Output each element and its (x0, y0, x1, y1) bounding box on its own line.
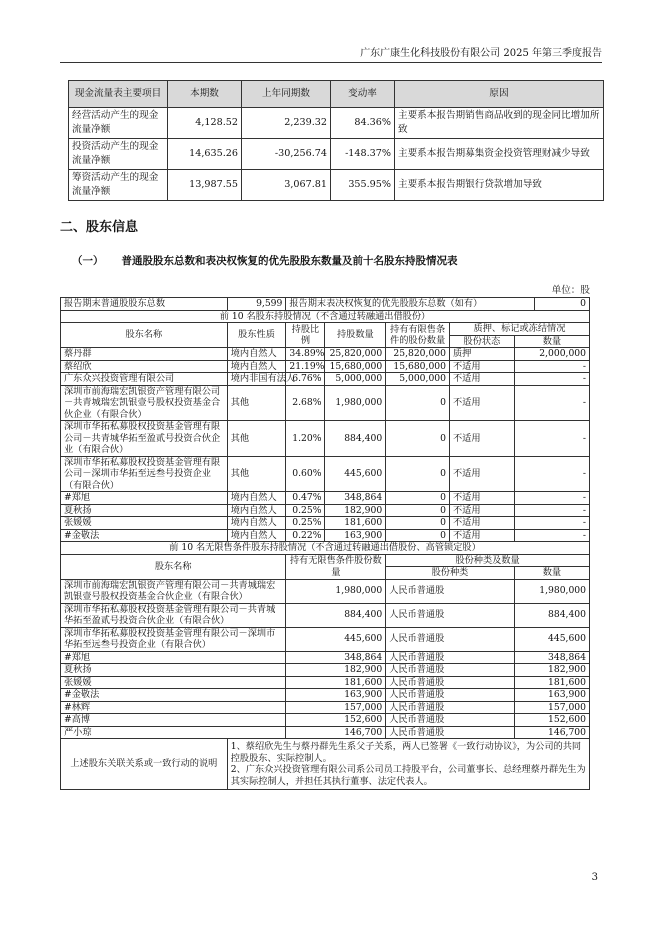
cashflow-table (68, 80, 604, 201)
top10-nature: 境内自然人 (227, 529, 286, 542)
top10-count: 15,680,000 (325, 360, 386, 373)
shareholder-table (60, 297, 590, 790)
unrestricted-name: 深圳市华拓私募股权投资基金管理有限公司－深圳市华拓至远叁号投资企业（有限合伙） (61, 627, 286, 651)
top10-status: 不适用 (449, 492, 514, 505)
top10-qty: 2,000,000 (514, 348, 589, 361)
top10-name: 夏秋扬 (61, 504, 228, 517)
top10-qty: - (514, 504, 589, 517)
unrestricted-header-row (61, 554, 590, 567)
top10-count: 1,980,000 (325, 385, 386, 421)
cashflow-current: 13,987.55 (168, 170, 242, 201)
unrestricted-name: 深圳市前海瑞宏凯银资产管理有限公司－共青城瑞宏凯银壹号股权投资基金合伙企业（有限合伙） (61, 579, 286, 603)
subsection-title (72, 253, 476, 268)
cashflow-header-item: 现金流量表主要项目 (69, 81, 168, 108)
unrestricted-name: 严小琼 (61, 726, 286, 739)
top10-name: 深圳市华拓私募股权投资基金管理有限公司－深圳市华拓至远叁号投资企业（有限合伙） (61, 456, 228, 492)
summary-value-preferred: 0 (535, 298, 590, 311)
unrestricted-count: 146,700 (286, 726, 386, 739)
unrestricted-qty: 445,600 (514, 627, 589, 651)
top10-qty: - (514, 360, 589, 373)
unrestricted-qty: 182,900 (514, 664, 589, 677)
top10-name: 广东众兴投资管理有限公司 (61, 373, 228, 386)
unrestricted-count: 1,980,000 (286, 579, 386, 603)
top10-status: 不适用 (449, 373, 514, 386)
unrestricted-qty: 884,400 (514, 603, 589, 627)
unrestricted-header-qty: 数量 (514, 567, 589, 580)
top10-title-row (61, 310, 590, 323)
top10-status: 不适用 (449, 504, 514, 517)
unrestricted-row (61, 627, 590, 651)
top10-restricted: 25,820,000 (386, 348, 450, 361)
unit-label: 单位：股 (551, 285, 590, 296)
page-header: 广东广康生化科技股份有限公司 2025 年第三季度报告 (60, 44, 602, 63)
unrestricted-kind: 人民币普通股 (386, 664, 515, 677)
top10-status: 不适用 (449, 360, 514, 373)
unrestricted-name: 深圳市华拓私募股权投资基金管理有限公司－共青城华拓至盈贰号投资合伙企业（有限合伙） (61, 603, 286, 627)
top10-row (61, 517, 590, 530)
unrestricted-title: 前 10 名无限售条件股东持股情况（不含通过转融通出借股份、高管锁定股） (61, 542, 590, 555)
top10-ratio: 0.25% (286, 504, 325, 517)
unrestricted-header-count: 持有无限售条件股份数量 (286, 554, 386, 579)
cashflow-header-rate: 变动率 (331, 81, 395, 108)
unrestricted-qty: 163,900 (514, 689, 589, 702)
top10-row (61, 529, 590, 542)
top10-qty: - (514, 456, 589, 492)
top10-count: 163,900 (325, 529, 386, 542)
unrestricted-kind: 人民币普通股 (386, 701, 515, 714)
unrestricted-kind: 人民币普通股 (386, 651, 515, 664)
top10-count: 182,900 (325, 504, 386, 517)
cashflow-item: 投资活动产生的现金流量净额 (69, 139, 168, 170)
top10-header-restricted: 持有有限售条件的股份数量 (386, 323, 450, 348)
top10-header-pledge: 质押、标记或冻结情况 (449, 323, 589, 336)
top10-qty: - (514, 492, 589, 505)
top10-name: 蔡丹群 (61, 348, 228, 361)
unrestricted-count: 163,900 (286, 689, 386, 702)
cashflow-current: 14,635.26 (168, 139, 242, 170)
unrestricted-qty: 146,700 (514, 726, 589, 739)
unrestricted-qty: 152,600 (514, 714, 589, 727)
cashflow-row (69, 139, 604, 170)
unrestricted-qty: 348,864 (514, 651, 589, 664)
top10-name: 张媛媛 (61, 517, 228, 530)
top10-ratio: 6.76% (286, 373, 325, 386)
cashflow-prior: 2,239.32 (242, 108, 331, 139)
top10-ratio: 0.22% (286, 529, 325, 542)
unrestricted-name: 夏秋扬 (61, 664, 286, 677)
unrestricted-row (61, 689, 590, 702)
unrestricted-row (61, 726, 590, 739)
top10-qty: - (514, 373, 589, 386)
subsection-text: 普通股股东总数和表决权恢复的优先股股东数量及前十名股东持股情况表 (121, 255, 458, 267)
top10-row (61, 492, 590, 505)
cashflow-reason: 主要系本报告期销售商品收到的现金同比增加所致 (395, 108, 604, 139)
page-number: 3 (591, 872, 598, 883)
top10-nature: 境内自然人 (227, 517, 286, 530)
top10-nature: 其他 (227, 421, 286, 457)
unrestricted-header-name: 股东名称 (61, 554, 286, 579)
unrestricted-name: #高博 (61, 714, 286, 727)
unrestricted-header-kind: 股份种类 (386, 567, 515, 580)
top10-row (61, 360, 590, 373)
top10-count: 445,600 (325, 456, 386, 492)
top10-restricted: 15,680,000 (386, 360, 450, 373)
top10-count: 348,864 (325, 492, 386, 505)
unrestricted-kind: 人民币普通股 (386, 689, 515, 702)
top10-nature: 境内自然人 (227, 348, 286, 361)
relation-text (227, 739, 589, 790)
cashflow-row (69, 170, 604, 201)
top10-name: 深圳市华拓私募股权投资基金管理有限公司－共青城华拓至盈贰号投资合伙企业（有限合伙） (61, 421, 228, 457)
top10-title: 前 10 名股东持股情况（不含通过转融通出借股份） (61, 310, 590, 323)
unrestricted-count: 348,864 (286, 651, 386, 664)
top10-qty: - (514, 385, 589, 421)
top10-restricted: 0 (386, 456, 450, 492)
unrestricted-name: #郑旭 (61, 651, 286, 664)
top10-status: 不适用 (449, 517, 514, 530)
top10-row (61, 456, 590, 492)
top10-count: 884,400 (325, 421, 386, 457)
cashflow-prior: -30,256.74 (242, 139, 331, 170)
relation-label: 上述股东关联关系或一致行动的说明 (61, 739, 228, 790)
unrestricted-count: 152,600 (286, 714, 386, 727)
cashflow-rate: 355.95% (331, 170, 395, 201)
top10-header-count: 持股数量 (325, 323, 386, 348)
top10-status: 不适用 (449, 456, 514, 492)
top10-row (61, 385, 590, 421)
unrestricted-row (61, 651, 590, 664)
top10-status: 不适用 (449, 421, 514, 457)
top10-qty: - (514, 517, 589, 530)
unrestricted-count: 445,600 (286, 627, 386, 651)
top10-restricted: 0 (386, 504, 450, 517)
cashflow-header-prior: 上年同期数 (242, 81, 331, 108)
top10-ratio: 1.20% (286, 421, 325, 457)
unrestricted-row (61, 714, 590, 727)
summary-label-preferred: 报告期末表决权恢复的优先股股东总数（如有） (286, 298, 535, 311)
unrestricted-header-kind-group: 股份种类及数量 (386, 554, 590, 567)
cashflow-prior: 3,067.81 (242, 170, 331, 201)
top10-qty: - (514, 529, 589, 542)
top10-header-row (61, 323, 590, 336)
unrestricted-qty: 181,600 (514, 676, 589, 689)
top10-count: 5,000,000 (325, 373, 386, 386)
top10-nature: 境内自然人 (227, 360, 286, 373)
top10-restricted: 0 (386, 421, 450, 457)
top10-restricted: 0 (386, 517, 450, 530)
cashflow-row (69, 108, 604, 139)
unrestricted-kind: 人民币普通股 (386, 726, 515, 739)
top10-status: 不适用 (449, 385, 514, 421)
unrestricted-qty: 1,980,000 (514, 579, 589, 603)
top10-row (61, 348, 590, 361)
cashflow-current: 4,128.52 (168, 108, 242, 139)
top10-restricted: 0 (386, 529, 450, 542)
top10-restricted: 0 (386, 385, 450, 421)
top10-nature: 境内非国有法人 (227, 373, 286, 386)
top10-name: 深圳市前海瑞宏凯银资产管理有限公司－共青城瑞宏凯银壹号股权投资基金合伙企业（有限合伙） (61, 385, 228, 421)
top10-status: 质押 (449, 348, 514, 361)
top10-header-nature: 股东性质 (227, 323, 286, 348)
unrestricted-row (61, 664, 590, 677)
unrestricted-kind: 人民币普通股 (386, 603, 515, 627)
cashflow-header-reason: 原因 (395, 81, 604, 108)
unrestricted-title-row (61, 542, 590, 555)
cashflow-reason: 主要系本报告期募集资金投资管理财减少导致 (395, 139, 604, 170)
top10-nature: 其他 (227, 456, 286, 492)
top10-nature: 其他 (227, 385, 286, 421)
relation-row (61, 739, 590, 790)
top10-ratio: 0.60% (286, 456, 325, 492)
top10-header-name: 股东名称 (61, 323, 228, 348)
unrestricted-kind: 人民币普通股 (386, 579, 515, 603)
top10-status: 不适用 (449, 529, 514, 542)
cashflow-reason: 主要系本报告期银行贷款增加导致 (395, 170, 604, 201)
section-title: 二、股东信息 (60, 220, 139, 235)
top10-row (61, 504, 590, 517)
cashflow-item: 筹资活动产生的现金流量净额 (69, 170, 168, 201)
unrestricted-name: #林辉 (61, 701, 286, 714)
top10-restricted: 5,000,000 (386, 373, 450, 386)
summary-row (61, 298, 590, 311)
unrestricted-row (61, 603, 590, 627)
top10-count: 181,600 (325, 517, 386, 530)
unrestricted-count: 884,400 (286, 603, 386, 627)
relation-text-1: 1、蔡绍欣先生与蔡丹群先生系父子关系，两人已签署《一致行动协议》，为公司的共同控股股东、实际控制人。 (230, 741, 582, 764)
unrestricted-qty: 157,000 (514, 701, 589, 714)
top10-name: #金敬法 (61, 529, 228, 542)
cashflow-item: 经营活动产生的现金流量净额 (69, 108, 168, 139)
top10-ratio: 0.47% (286, 492, 325, 505)
unrestricted-count: 181,600 (286, 676, 386, 689)
unrestricted-kind: 人民币普通股 (386, 676, 515, 689)
cashflow-rate: -148.37% (331, 139, 395, 170)
top10-ratio: 34.89% (286, 348, 325, 361)
top10-ratio: 2.68% (286, 385, 325, 421)
top10-ratio: 21.19% (286, 360, 325, 373)
unrestricted-count: 182,900 (286, 664, 386, 677)
top10-qty: - (514, 421, 589, 457)
unrestricted-row (61, 701, 590, 714)
top10-count: 25,820,000 (325, 348, 386, 361)
top10-name: 蔡绍欣 (61, 360, 228, 373)
unrestricted-name: 张媛媛 (61, 676, 286, 689)
unrestricted-row (61, 676, 590, 689)
unrestricted-name: #金敬法 (61, 689, 286, 702)
top10-nature: 境内自然人 (227, 504, 286, 517)
top10-header-ratio: 持股比例 (286, 323, 325, 348)
top10-nature: 境内自然人 (227, 492, 286, 505)
top10-row (61, 373, 590, 386)
unrestricted-count: 157,000 (286, 701, 386, 714)
summary-label-common: 报告期末普通股股东总数 (61, 298, 228, 311)
unrestricted-row (61, 579, 590, 603)
top10-header-status: 股份状态 (449, 335, 514, 348)
unrestricted-kind: 人民币普通股 (386, 714, 515, 727)
top10-restricted: 0 (386, 492, 450, 505)
relation-text-2: 2、广东众兴投资管理有限公司系公司员工持股平台，公司董事长、总经理蔡丹群先生为其实际控制人，并担任其执行董事、法定代表人。 (230, 764, 586, 787)
top10-name: #郑旭 (61, 492, 228, 505)
cashflow-header-current: 本期数 (168, 81, 242, 108)
unrestricted-kind: 人民币普通股 (386, 627, 515, 651)
cashflow-rate: 84.36% (331, 108, 395, 139)
summary-value-common: 9,599 (227, 298, 286, 311)
subsection-number: （一） (72, 255, 104, 267)
top10-header-qty: 数量 (514, 335, 589, 348)
top10-row (61, 421, 590, 457)
top10-ratio: 0.25% (286, 517, 325, 530)
